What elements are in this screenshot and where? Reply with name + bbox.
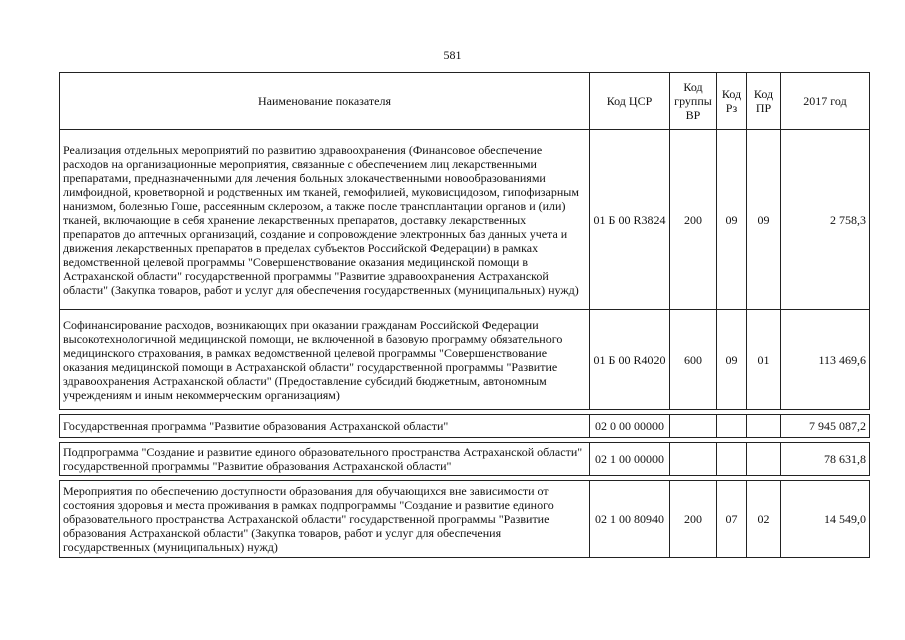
row-name: Реализация отдельных мероприятий по развитию здравоохранения (Финансовое обеспечение расходов на организационные мероприятия, связанные с обеспечением лиц лекарственными препаратами, предназначенными для лечения больных злокачественными новообразованиями лимфоидной, кроветворной и родственных им тканей, гемофилией, муковисцидозом, гипофизарным нанизмом, болезнью Гоше, рассеянным склерозом, а также после трансплантации органов и (или) тканей, включающие в себя хранение лекарственных препаратов, доставку лекарственных препаратов до аптечных организаций, создание и сопровождение электронных баз данных учета и движения лекарственных препаратов в пределах субъектов Российской Федерации) в рамках ведомственной целевой программы "Совершенствование оказания медицинской помощи в Астраханской области" государственной программы "Развитие здравоохранения Астраханской области" (Закупка товаров, работ и услуг для обеспечения государственных (муниципальных) нужд) <box>60 130 590 310</box>
row-vr <box>670 443 717 476</box>
row-csr: 02 1 00 00000 <box>590 443 670 476</box>
row-amount: 14 549,0 <box>781 481 870 558</box>
row-csr: 02 1 00 80940 <box>590 481 670 558</box>
budget-table <box>59 72 870 558</box>
row-pr <box>747 415 781 438</box>
row-amount: 113 469,6 <box>781 310 870 410</box>
row-name: Софинансирование расходов, возникающих при оказании гражданам Российской Федерации высокотехнологичной медицинской помощи, не включенной в базовую программу обязательного медицинского страхования, в рамках ведомственной целевой программы "Совершенствование оказания медицинской помощи в Астраханской области" государственной программы "Развитие здравоохранения Астраханской области" (Предоставление субсидий бюджетным, автономным учреждениям и иным некоммерческим организациям) <box>60 310 590 410</box>
header-year: 2017 год <box>781 73 870 130</box>
page-number: 581 <box>443 48 462 62</box>
table-header <box>60 73 870 130</box>
header-csr: Код ЦСР <box>590 73 670 130</box>
header-vr: Код группы ВР <box>670 73 717 130</box>
row-pr: 09 <box>747 130 781 310</box>
row-vr: 200 <box>670 130 717 310</box>
row-amount: 2 758,3 <box>781 130 870 310</box>
row-csr: 02 0 00 00000 <box>590 415 670 438</box>
row-pr: 01 <box>747 310 781 410</box>
row-rz: 09 <box>717 130 747 310</box>
row-name: Мероприятия по обеспечению доступности образования для обучающихся вне зависимости от состояния здоровья и места проживания в рамках подпрограммы "Создание и развитие единого образовательного пространства Астраханской области" государственной программы "Развитие образования Астраханской области" (Закупка товаров, работ и услуг для обеспечения государственных (муниципальных) нужд) <box>60 481 590 558</box>
row-rz <box>717 443 747 476</box>
header-name: Наименование показателя <box>60 73 590 130</box>
row-csr: 01 Б 00 R3824 <box>590 130 670 310</box>
row-pr: 02 <box>747 481 781 558</box>
row-name: Подпрограмма "Создание и развитие единого образовательного пространства Астраханской области" государственной программы "Развитие образования Астраханской области" <box>60 443 590 476</box>
table-row <box>60 481 870 558</box>
row-vr: 200 <box>670 481 717 558</box>
table-row <box>60 443 870 476</box>
row-rz: 07 <box>717 481 747 558</box>
row-rz: 09 <box>717 310 747 410</box>
header-pr: Код ПР <box>747 73 781 130</box>
table-row <box>60 130 870 310</box>
row-vr: 600 <box>670 310 717 410</box>
table-row <box>60 310 870 410</box>
row-pr <box>747 443 781 476</box>
row-amount: 7 945 087,2 <box>781 415 870 438</box>
row-csr: 01 Б 00 R4020 <box>590 310 670 410</box>
row-name: Государственная программа "Развитие образования Астраханской области" <box>60 415 590 438</box>
table-row <box>60 415 870 438</box>
header-rz: Код Рз <box>717 73 747 130</box>
row-amount: 78 631,8 <box>781 443 870 476</box>
row-rz <box>717 415 747 438</box>
row-vr <box>670 415 717 438</box>
